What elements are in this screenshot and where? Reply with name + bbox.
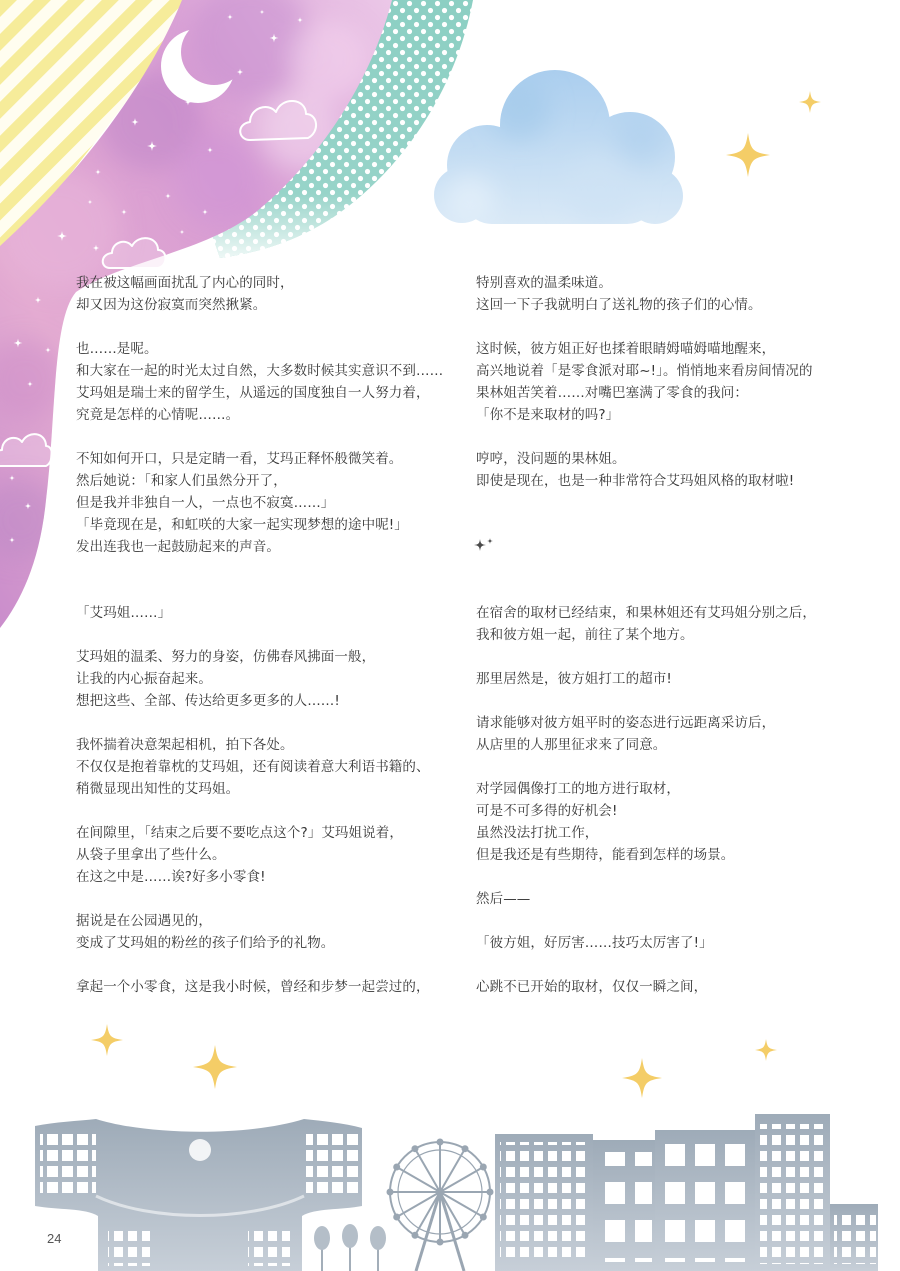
text-line: 在这之中是……诶?好多小零食! [76, 869, 266, 885]
text-line: 据说是在公园遇见的， [76, 913, 212, 929]
text-line: 「彼方姐，好厉害……技巧太厉害了!」 [476, 935, 713, 951]
text-line: 「毕竟现在是，和虹咲的大家一起实现梦想的途中呢!」 [76, 517, 408, 533]
paragraph [476, 338, 813, 426]
ferris-wheel-icon [387, 1139, 494, 1271]
text-line: 艾玛姐是瑞士来的留学生，从遥远的国度独自一人努力着， [76, 385, 430, 401]
paragraph [76, 646, 430, 712]
sparkle-icon [622, 1058, 662, 1098]
text-line: 让我的内心振奋起来。 [76, 671, 212, 687]
text-line: 艾玛姐的温柔、努力的身姿，仿佛春风拂面一般， [76, 649, 376, 665]
paragraph [76, 734, 430, 800]
paragraph [476, 668, 816, 690]
text-line: 变成了艾玛姐的粉丝的孩子们给予的礼物。 [76, 935, 335, 951]
text-line: 想把这些、全部、传达给更多更多的人……! [76, 693, 340, 709]
paragraph [76, 448, 443, 558]
text-line: 和大家在一起的时光太过自然，大多数时候其实意识不到…… [76, 363, 444, 379]
text-line: 「你不是来取材的吗?」 [476, 407, 620, 423]
text-line: 哼哼，没问题的果林姐。 [476, 451, 626, 467]
text-line: 然后她说：「和家人们虽然分开了， [76, 473, 287, 489]
paragraph [476, 932, 816, 954]
left-column-lower [76, 602, 430, 1020]
office-buildings [495, 1114, 878, 1271]
text-line: 究竟是怎样的心情呢……。 [76, 407, 240, 423]
text-line: 高兴地说着「是零食派对耶~!」。悄悄地来看房间情况的 [476, 363, 813, 379]
text-line: 在间隙里，「结束之后要不要吃点这个?」艾玛姐说着， [76, 825, 403, 841]
paragraph [476, 272, 813, 316]
text-line: 在宿舍的取材已经结束，和果林姐还有艾玛姐分别之后， [476, 605, 816, 621]
text-line: 但是我并非独自一人，一点也不寂寞……」 [76, 495, 335, 511]
right-column-lower [476, 602, 816, 1020]
paragraph [76, 976, 430, 998]
page-number: 24 [47, 1231, 62, 1246]
sparkle-icon [91, 1024, 123, 1056]
text-line: 却又因为这份寂寞而突然揪紧。 [76, 297, 267, 313]
text-line: 不知如何开口，只是定睛一看，艾玛正释怀般微笑着。 [76, 451, 403, 467]
tree-icons [314, 1224, 386, 1271]
sparkle-icon [755, 1039, 777, 1061]
section-divider-sparkle-icon [472, 537, 496, 555]
paragraph [476, 712, 816, 756]
paragraph [76, 602, 430, 624]
text-line: 我怀揣着决意架起相机，拍下各处。 [76, 737, 294, 753]
text-line: 然后—— [476, 891, 531, 907]
text-line: 果林姐苦笑着……对嘴巴塞满了零食的我问： [476, 385, 748, 401]
left-column-upper [76, 272, 443, 580]
text-line: 拿起一个小零食，这是我小时候，曾经和步梦一起尝过的， [76, 979, 430, 995]
text-line: 这时候，彼方姐正好也揉着眼睛姆喵姆喵地醒来， [476, 341, 776, 357]
sparkle-icon [799, 91, 821, 113]
text-line: 即使是现在，也是一种非常符合艾玛姐风格的取材啦! [476, 473, 795, 489]
text-line: 特别喜欢的温柔味道。 [476, 275, 612, 291]
paragraph [476, 778, 816, 866]
text-line: 「艾玛姐……」 [76, 605, 172, 621]
text-line: 从袋子里拿出了些什么。 [76, 847, 226, 863]
text-line: 不仅仅是抱着靠枕的艾玛姐，还有阅读着意大利语书籍的、 [76, 759, 430, 775]
text-line: 这回一下子我就明白了送礼物的孩子们的心情。 [476, 297, 762, 313]
text-line: 可是不可多得的好机会! [476, 803, 618, 819]
paragraph [76, 822, 430, 888]
paragraph [476, 976, 816, 998]
paragraph [76, 338, 443, 426]
sparkle-icon [726, 133, 770, 177]
text-line: 我在被这幅画面扰乱了内心的同时， [76, 275, 294, 291]
right-column-upper [476, 272, 813, 514]
stadium-building [35, 1119, 362, 1271]
sparkle-icon [193, 1045, 237, 1089]
text-line: 那里居然是，彼方姐打工的超市! [476, 671, 672, 687]
paragraph [476, 888, 816, 910]
city-skyline [35, 1114, 878, 1271]
blue-cloud-icon [430, 65, 690, 230]
text-line: 也……是呢。 [76, 341, 158, 357]
paragraph [476, 602, 816, 646]
text-line: 我和彼方姐一起，前往了某个地方。 [476, 627, 694, 643]
paragraph [476, 448, 813, 492]
sun-icon [189, 1139, 211, 1161]
paragraph [76, 910, 430, 954]
paragraph [76, 272, 443, 316]
text-line: 从店里的人那里征求来了同意。 [476, 737, 667, 753]
text-line: 发出连我也一起鼓励起来的声音。 [76, 539, 280, 555]
text-line: 稍微显现出知性的艾玛姐。 [76, 781, 240, 797]
text-line: 请求能够对彼方姐平时的姿态进行远距离采访后， [476, 715, 776, 731]
text-line: 对学园偶像打工的地方进行取材， [476, 781, 680, 797]
text-line: 虽然没法打扰工作， [476, 825, 599, 841]
text-line: 但是我还是有些期待，能看到怎样的场景。 [476, 847, 735, 863]
moon-icon [150, 20, 250, 120]
text-line: 心跳不已开始的取材，仅仅一瞬之间， [476, 979, 708, 995]
